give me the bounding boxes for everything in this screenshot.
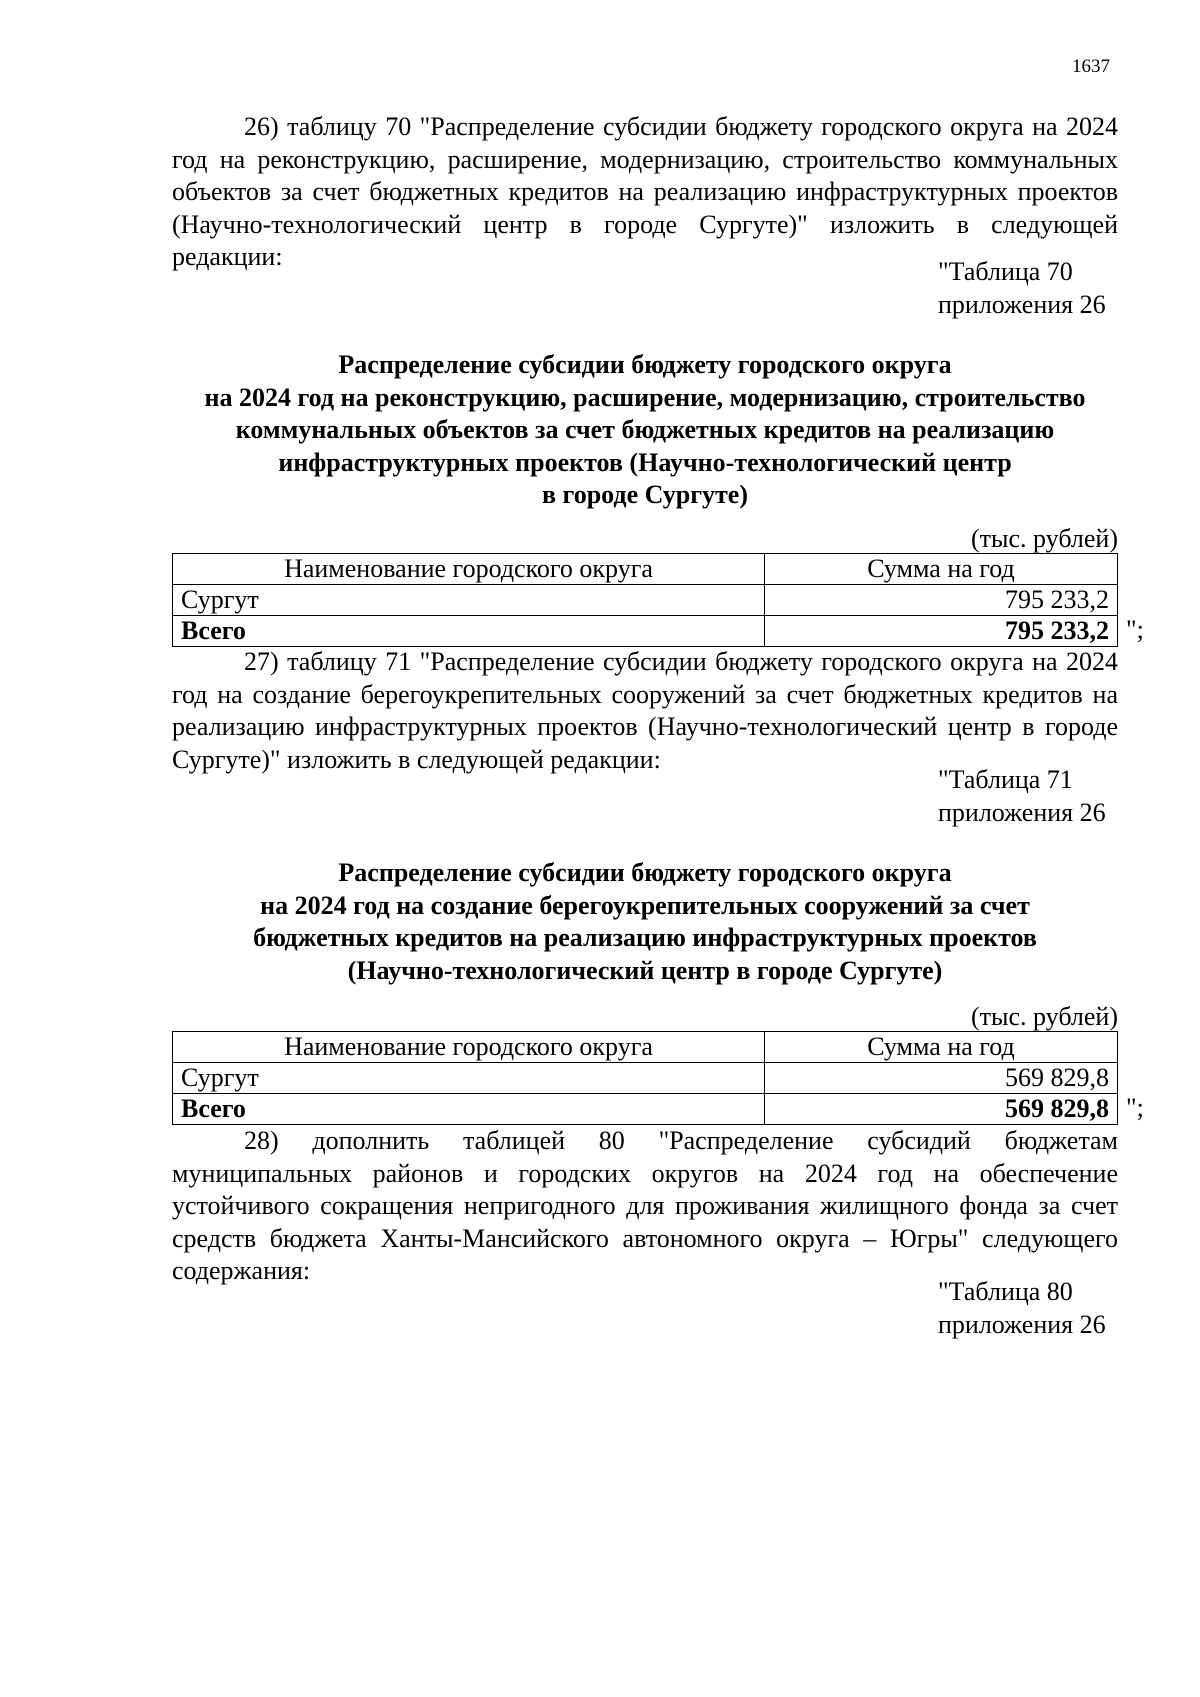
table-row — [173, 1063, 1118, 1094]
item-26-text: 26) таблицу 70 "Распределение субсидии бюджету городского округа на 2024 год на реконструкцию, расширение, модернизацию, строительство коммунальных объектов за счет бюджетных кредитов на реализацию инфраструктурных проектов (Научно-технологический центр в городе Сургуте)" изложить в следующей редакции: — [172, 112, 1118, 271]
total-label: Всего — [173, 1094, 765, 1125]
item-26-table-ref-1: "Таблица 70 — [938, 257, 1073, 286]
col-header-sum: Сумма на год — [765, 1032, 1118, 1063]
title-line: инфраструктурных проектов (Научно-технологический центр — [278, 447, 1012, 477]
title-line: в городе Сургуте) — [542, 480, 748, 509]
item-26-paragraph — [172, 111, 1118, 274]
title-line: коммунальных объектов за счет бюджетных кредитов на реализацию — [235, 415, 1055, 444]
row-value: 795 233,2 — [765, 585, 1118, 616]
table-71-title — [172, 857, 1118, 987]
page-number: 1637 — [1072, 56, 1110, 77]
row-name: Сургут — [173, 585, 765, 616]
item-27-table-ref-1: "Таблица 71 — [938, 765, 1073, 794]
item-28-table-ref-1: "Таблица 80 — [938, 1277, 1073, 1306]
table-70-title — [172, 349, 1118, 512]
item-27-table-ref-2: приложения 26 — [938, 798, 1106, 827]
table-70 — [172, 553, 1118, 647]
table-70-closing: "; — [1126, 615, 1144, 644]
title-line: (Научно-технологический центр в городе Сургуте) — [347, 955, 943, 985]
title-line: на 2024 год на реконструкцию, расширение, модернизацию, строительство — [204, 382, 1086, 412]
table-total-row — [173, 1094, 1118, 1125]
table-71-closing: "; — [1126, 1093, 1144, 1122]
col-header-name: Наименование городского округа — [173, 554, 765, 585]
total-label: Всего — [173, 616, 765, 647]
title-line: Распределение субсидии бюджету городского округа — [338, 350, 952, 379]
table-70-unit: (тыс. рублей) — [970, 524, 1118, 553]
table-total-row — [173, 616, 1118, 647]
total-value: 569 829,8 — [765, 1094, 1118, 1125]
total-value: 795 233,2 — [765, 616, 1118, 647]
title-line: Распределение субсидии бюджету городского округа — [338, 858, 952, 887]
item-27-text: 27) таблицу 71 "Распределение субсидии бюджету городского округа на 2024 год на создание берегоукрепительных сооружений за счет бюджетных кредитов на реализацию инфраструктурных проектов (Научно-технологический центр в городе Сургуте)" изложить в следующей редакции: — [172, 647, 1118, 774]
col-header-name: Наименование городского округа — [173, 1032, 765, 1063]
table-71-unit: (тыс. рублей) — [970, 1002, 1118, 1031]
item-28-text: 28) дополнить таблицей 80 "Распределение субсидий бюджетам муниципальных районов и городских округов на 2024 год на обеспечение устойчивого сокращения непригодного для проживания жилищного фонда за счет средств бюджета Ханты-Мансийского автономного округа – Югры" следующего содержания: — [172, 1126, 1118, 1285]
table-header-row — [173, 1032, 1118, 1063]
title-line: на 2024 год на создание берегоукрепительных сооружений за счет — [260, 890, 1030, 920]
item-26-table-ref-2: приложения 26 — [938, 290, 1106, 319]
item-28-paragraph — [172, 1125, 1118, 1288]
table-row — [173, 585, 1118, 616]
row-value: 569 829,8 — [765, 1063, 1118, 1094]
row-name: Сургут — [173, 1063, 765, 1094]
title-line: бюджетных кредитов на реализацию инфраструктурных проектов — [253, 923, 1037, 952]
item-27-paragraph — [172, 646, 1118, 776]
item-28-table-ref-2: приложения 26 — [938, 1310, 1106, 1339]
col-header-sum: Сумма на год — [765, 554, 1118, 585]
table-header-row — [173, 554, 1118, 585]
table-71 — [172, 1031, 1118, 1125]
